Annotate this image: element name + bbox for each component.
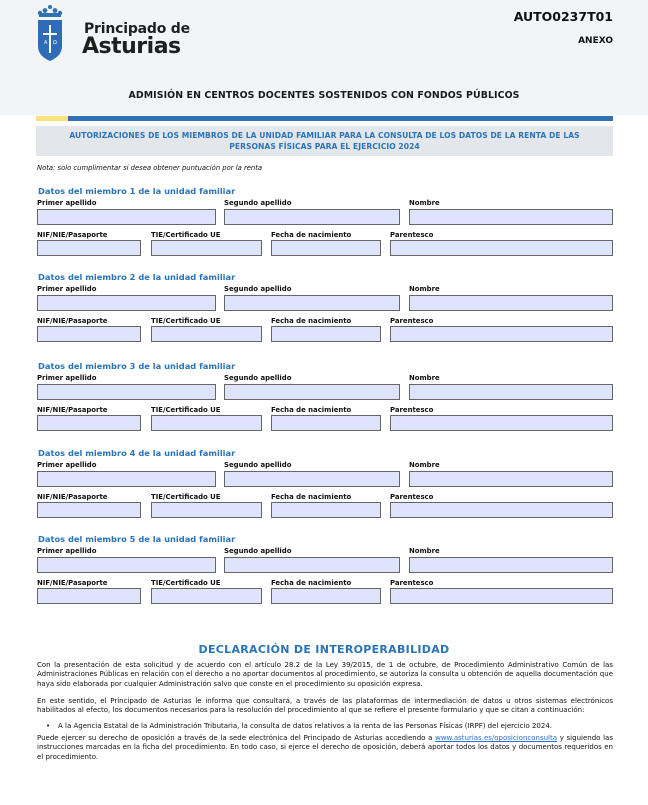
label-nif: NIF/NIE/Pasaporte bbox=[37, 406, 108, 414]
label-segundo-apellido: Segundo apellido bbox=[224, 461, 292, 469]
fecha-nacimiento-input[interactable] bbox=[271, 326, 381, 342]
label-tie: TIE/Certificado UE bbox=[151, 579, 221, 587]
logo-text-line1: Principado de bbox=[84, 21, 190, 37]
parentesco-input[interactable] bbox=[390, 240, 613, 256]
member-block-1 bbox=[0, 186, 648, 273]
label-primer-apellido: Primer apellido bbox=[37, 199, 97, 207]
section-title-line2: PERSONAS FÍSICAS PARA EL EJERCICIO 2024 bbox=[229, 142, 420, 151]
fecha-nacimiento-input[interactable] bbox=[271, 415, 381, 431]
label-tie: TIE/Certificado UE bbox=[151, 317, 221, 325]
tie-input[interactable] bbox=[151, 326, 262, 342]
label-primer-apellido: Primer apellido bbox=[37, 285, 97, 293]
primer-apellido-input[interactable] bbox=[37, 471, 216, 487]
annex-label: ANEXO bbox=[578, 36, 613, 46]
tie-input[interactable] bbox=[151, 415, 262, 431]
label-nif: NIF/NIE/Pasaporte bbox=[37, 493, 108, 501]
primer-apellido-input[interactable] bbox=[37, 209, 216, 225]
label-fecha-nacimiento: Fecha de nacimiento bbox=[271, 231, 352, 239]
member-block-2 bbox=[0, 272, 648, 359]
nombre-input[interactable] bbox=[409, 209, 613, 225]
primer-apellido-input[interactable] bbox=[37, 384, 216, 400]
member-heading: Datos del miembro 5 de la unidad familiar bbox=[38, 534, 236, 544]
declaration-paragraph-3 bbox=[37, 734, 613, 762]
member-heading: Datos del miembro 3 de la unidad familiar bbox=[38, 361, 236, 371]
svg-text:Ω: Ω bbox=[53, 40, 57, 46]
nombre-input[interactable] bbox=[409, 295, 613, 311]
main-title: ADMISIÓN EN CENTROS DOCENTES SOSTENIDOS CON FONDOS PÚBLICOS bbox=[128, 90, 520, 101]
label-nombre: Nombre bbox=[409, 199, 440, 207]
asturias-coat-of-arms-icon bbox=[36, 4, 64, 62]
label-segundo-apellido: Segundo apellido bbox=[224, 547, 292, 555]
paragraph3-before-link: Puede ejercer su derecho de oposición a través de la sede electrónica del Principado de Asturias accediendo a bbox=[37, 734, 436, 742]
page-header bbox=[0, 0, 648, 115]
fecha-nacimiento-input[interactable] bbox=[271, 588, 381, 604]
member-heading: Datos del miembro 4 de la unidad familiar bbox=[38, 448, 236, 458]
nif-input[interactable] bbox=[37, 415, 141, 431]
label-fecha-nacimiento: Fecha de nacimiento bbox=[271, 317, 352, 325]
label-primer-apellido: Primer apellido bbox=[37, 547, 97, 555]
svg-text:A: A bbox=[44, 40, 48, 46]
section-title-line1: AUTORIZACIONES DE LOS MIEMBROS DE LA UNIDAD FAMILIAR PARA LA CONSULTA DE LOS DATOS DE LA RENTA DE LAS bbox=[69, 131, 580, 140]
label-segundo-apellido: Segundo apellido bbox=[224, 374, 292, 382]
label-nombre: Nombre bbox=[409, 285, 440, 293]
fecha-nacimiento-input[interactable] bbox=[271, 240, 381, 256]
paragraph3-after-link: y siguiendo las instrucciones marcadas en la ficha del procedimiento. En todo caso, si ejerce el derecho de oposición, deberá aportar todos los datos y documentos requeridos en el procedimiento. bbox=[37, 734, 613, 761]
segundo-apellido-input[interactable] bbox=[224, 295, 400, 311]
nombre-input[interactable] bbox=[409, 471, 613, 487]
label-parentesco: Parentesco bbox=[390, 579, 434, 587]
label-primer-apellido: Primer apellido bbox=[37, 374, 97, 382]
member-block-5 bbox=[0, 534, 648, 621]
declaration-paragraph-1: Con la presentación de esta solicitud y de acuerdo con el artículo 28.2 de la Ley 39/2015, de 1 de octubre, de Procedimiento Administrativo Común de las Administraciones Públicas en relación con el derecho a no aportar documentos al procedimiento, se autoriza la consulta u obtención de aquella documentación que haya sido elaborada por cualquier Administración salvo que conste en el procedimiento su oposición expresa. bbox=[37, 661, 613, 688]
label-tie: TIE/Certificado UE bbox=[151, 231, 221, 239]
label-primer-apellido: Primer apellido bbox=[37, 461, 97, 469]
form-code: AUTO0237T01 bbox=[513, 9, 613, 24]
label-fecha-nacimiento: Fecha de nacimiento bbox=[271, 579, 352, 587]
yellow-accent-stripe bbox=[36, 116, 68, 121]
label-tie: TIE/Certificado UE bbox=[151, 493, 221, 501]
declaration-title: DECLARACIÓN DE INTEROPERABILIDAD bbox=[198, 643, 450, 656]
tie-input[interactable] bbox=[151, 588, 262, 604]
label-segundo-apellido: Segundo apellido bbox=[224, 199, 292, 207]
primer-apellido-input[interactable] bbox=[37, 557, 216, 573]
tie-input[interactable] bbox=[151, 240, 262, 256]
label-parentesco: Parentesco bbox=[390, 406, 434, 414]
opposition-link[interactable]: www.asturias.es/oposicionconsulta bbox=[435, 734, 558, 742]
nif-input[interactable] bbox=[37, 240, 141, 256]
declaration-paragraph-2: En este sentido, el Principado de Asturias le informa que consultará, a través de las plataformas de intermediación de datos u otros sistemas electrónicos habilitados al efecto, los documentos necesarios para la resolución del procedimiento al que se refiere el presente formulario y que se citan a continuación: bbox=[37, 697, 613, 715]
label-nombre: Nombre bbox=[409, 547, 440, 555]
bullet-icon: • bbox=[46, 722, 51, 730]
label-nombre: Nombre bbox=[409, 461, 440, 469]
label-nif: NIF/NIE/Pasaporte bbox=[37, 579, 108, 587]
parentesco-input[interactable] bbox=[390, 502, 613, 518]
segundo-apellido-input[interactable] bbox=[224, 557, 400, 573]
primer-apellido-input[interactable] bbox=[37, 295, 216, 311]
label-tie: TIE/Certificado UE bbox=[151, 406, 221, 414]
blue-accent-stripe bbox=[68, 116, 613, 121]
nif-input[interactable] bbox=[37, 326, 141, 342]
fecha-nacimiento-input[interactable] bbox=[271, 502, 381, 518]
declaration-bullet-1 bbox=[46, 722, 618, 731]
label-nombre: Nombre bbox=[409, 374, 440, 382]
parentesco-input[interactable] bbox=[390, 588, 613, 604]
nombre-input[interactable] bbox=[409, 557, 613, 573]
nif-input[interactable] bbox=[37, 588, 141, 604]
label-nif: NIF/NIE/Pasaporte bbox=[37, 231, 108, 239]
bullet-text: A la Agencia Estatal de la Administración Tributaria, la consulta de datos relativos a la renta de las Personas Físicas (IRPF) del ejercicio 2024. bbox=[58, 722, 553, 730]
segundo-apellido-input[interactable] bbox=[224, 209, 400, 225]
label-fecha-nacimiento: Fecha de nacimiento bbox=[271, 406, 352, 414]
tie-input[interactable] bbox=[151, 502, 262, 518]
label-nif: NIF/NIE/Pasaporte bbox=[37, 317, 108, 325]
member-block-4 bbox=[0, 448, 648, 535]
member-heading: Datos del miembro 2 de la unidad familiar bbox=[38, 272, 236, 282]
segundo-apellido-input[interactable] bbox=[224, 384, 400, 400]
segundo-apellido-input[interactable] bbox=[224, 471, 400, 487]
member-heading: Datos del miembro 1 de la unidad familiar bbox=[38, 186, 236, 196]
section-title-box bbox=[36, 126, 613, 156]
note-text: Nota: solo cumplimentar si desea obtener puntuación por la renta bbox=[37, 164, 263, 172]
label-segundo-apellido: Segundo apellido bbox=[224, 285, 292, 293]
label-fecha-nacimiento: Fecha de nacimiento bbox=[271, 493, 352, 501]
label-parentesco: Parentesco bbox=[390, 317, 434, 325]
parentesco-input[interactable] bbox=[390, 326, 613, 342]
member-block-3 bbox=[0, 361, 648, 448]
nombre-input[interactable] bbox=[409, 384, 613, 400]
label-parentesco: Parentesco bbox=[390, 493, 434, 501]
nif-input[interactable] bbox=[37, 502, 141, 518]
parentesco-input[interactable] bbox=[390, 415, 613, 431]
label-parentesco: Parentesco bbox=[390, 231, 434, 239]
logo-text-line2: Asturias bbox=[82, 34, 181, 59]
